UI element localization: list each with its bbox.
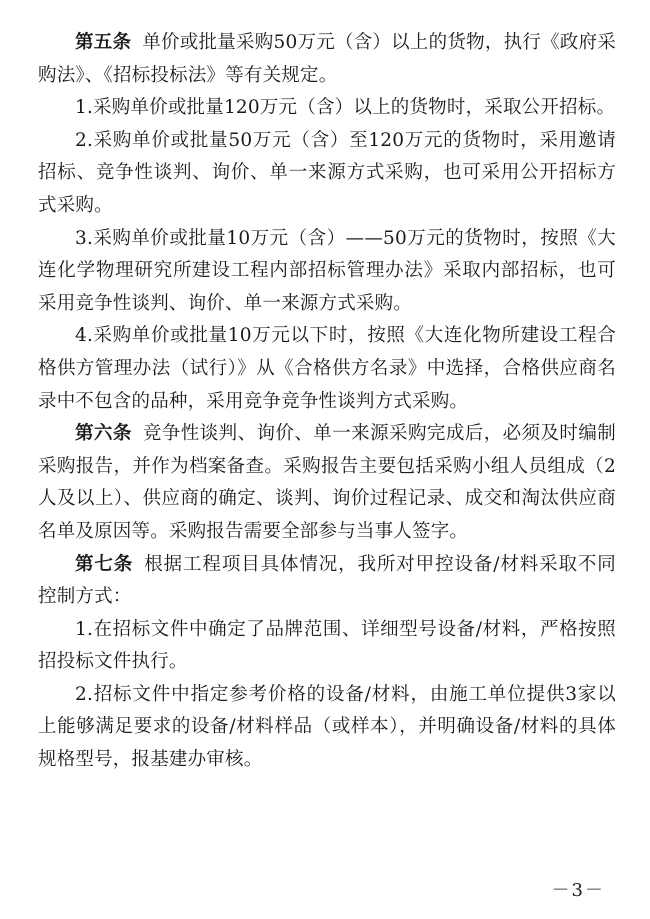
article-7-heading: 第七条 — [75, 553, 134, 575]
article-5-paragraph — [38, 27, 616, 92]
article-7-item-1: 1.在招标文件中确定了品牌范围、详细型号设备/材料，严格按照招投标文件执行。 — [38, 618, 616, 673]
document-body — [38, 27, 616, 777]
article-5-heading: 第五条 — [75, 32, 132, 53]
article-7-text: 根据工程项目具体情况，我所对甲控设备/材料采取不同控制方式： — [38, 553, 616, 608]
article-5-item-1: 1.采购单价或批量120万元（含）以上的货物时，采取公开招标。 — [75, 97, 616, 119]
article-5-item-4: 4.采购单价或批量10万元以下时，按照《大连化物所建设工程合格供方管理办法（试行）》从《合格供方名录》中选择，合格供应商名录中不包含的品种，采用竞争竞争性谈判方式采购。 — [38, 325, 616, 412]
article-7-item-2: 2.招标文件中指定参考价格的设备/材料，由施工单位提供3家以上能够满足要求的设备/材料样品（或样本），并明确设备/材料的具体规格型号，报基建办审核。 — [38, 683, 616, 771]
article-6-heading: 第六条 — [75, 423, 132, 445]
article-6-paragraph — [38, 418, 616, 548]
article-5-item-2: 2.采购单价或批量50万元（含）至120万元的货物时，采用邀请招标、竞争性谈判、询价、单一来源方式采购，也可采用公开招标方式采购。 — [38, 129, 616, 216]
article-6-text: 竞争性谈判、询价、单一来源采购完成后，必须及时编制采购报告，并作为档案备查。采购报告主要包括采购小组人员组成（2人及以上）、供应商的确定、谈判、询价过程记录、成交和淘汰供应商名单及原因等。采购报告需要全部参与当事人签字。 — [38, 423, 616, 542]
article-5-item-3: 3.采购单价或批量10万元（含）——50万元的货物时，按照《大连化学物理研究所建设工程内部招标管理办法》采取内部招标，也可采用竞争性谈判、询价、单一来源方式采购。 — [38, 227, 616, 314]
page-number: －3－ — [551, 880, 605, 901]
article-5-text: 单价或批量采购50万元（含）以上的货物，执行《政府采购法》、《招标投标法》等有关规定。 — [38, 32, 616, 86]
article-7-paragraph — [38, 549, 616, 614]
